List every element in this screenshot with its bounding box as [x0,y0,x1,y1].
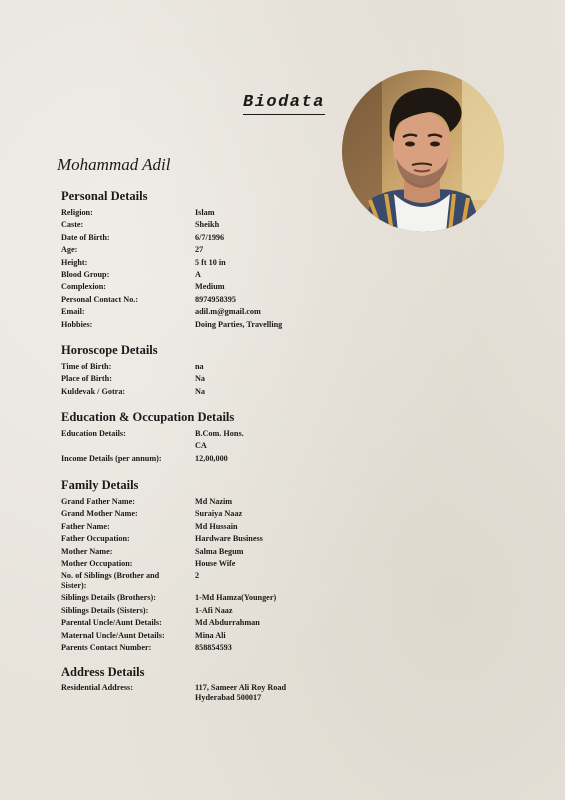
detail-label: Age: [61,245,78,255]
detail-label: Email: [61,307,85,317]
detail-label: Date of Birth: [61,232,110,242]
detail-row [61,617,351,629]
detail-row [61,373,351,385]
detail-value: 5 ft 10 in [195,257,226,267]
detail-label: Siblings Details (Brothers): [61,593,156,603]
education-details-section [61,410,351,465]
detail-value: 858854593 [195,643,232,653]
detail-value [195,683,351,702]
detail-label: Siblings Details (Sisters): [61,605,149,615]
detail-label: Residential Address: [61,683,133,692]
candidate-name: Mohammad Adil [57,155,171,174]
detail-row [61,428,351,440]
detail-row [61,683,351,702]
detail-row [61,546,351,558]
detail-value: House Wife [195,559,236,569]
detail-label: Father Occupation: [61,534,130,544]
detail-label: Mother Occupation: [61,559,133,569]
family-details-section [61,478,351,654]
personal-details-section [61,189,351,331]
detail-row [61,496,351,508]
detail-row [61,642,351,654]
detail-label: Parents Contact Number: [61,643,152,653]
detail-value: Medium [195,282,225,292]
detail-label: Income Details (per annum): [61,453,162,463]
section-heading: Address Details [61,665,145,679]
detail-label: Complexion: [61,282,107,292]
detail-label: Father Name: [61,521,110,531]
detail-label: Personal Contact No.: [61,294,139,304]
detail-row [61,571,351,590]
address-line: 117, Sameer Ali Roy Road [195,683,287,692]
detail-value: adil.m@gmail.com [195,307,261,317]
detail-value: B.Com. Hons. [195,429,244,438]
detail-value: Md Nazim [195,497,233,506]
detail-value: 1-Afi Naaz [195,605,233,615]
detail-row [61,294,351,306]
detail-label [61,440,195,452]
detail-value: 6/7/1996 [195,232,225,242]
detail-value: Md Hussain [195,521,238,531]
detail-label: Parental Uncle/Aunt Details: [61,618,162,628]
detail-row [61,521,351,533]
section-heading: Horoscope Details [61,343,158,357]
detail-value: 2 [195,571,200,581]
horoscope-details-section [61,343,351,398]
detail-row [61,558,351,570]
detail-value: Na [195,386,206,396]
detail-value: Suraiya Naaz [195,509,243,519]
detail-label: Education Details: [61,429,126,438]
address-line: Hyderabad 500017 [195,692,262,702]
section-heading: Education & Occupation Details [61,410,235,424]
detail-row [61,207,351,219]
detail-label: Grand Mother Name: [61,509,138,519]
detail-value: 1-Md Hamza(Younger) [195,593,277,603]
detail-row [61,306,351,318]
detail-row [61,453,351,465]
detail-label: Maternal Uncle/Aunt Details: [61,630,165,640]
detail-row [61,244,351,256]
detail-value: 8974958395 [195,294,236,304]
detail-row [61,508,351,520]
detail-label: Time of Birth: [61,362,112,371]
detail-label: Place of Birth: [61,374,112,384]
detail-value: Hardware Business [195,534,263,544]
detail-row [61,269,351,281]
detail-row [61,630,351,642]
detail-value: Salma Begum [195,546,244,556]
detail-value: na [195,362,204,371]
detail-row [61,533,351,545]
detail-row [61,232,351,244]
detail-row [61,219,351,231]
detail-value: Sheikh [195,220,220,230]
detail-value: A [195,270,201,280]
detail-row [61,440,351,452]
detail-label: Blood Group: [61,270,110,280]
detail-row [61,257,351,269]
address-details-section [61,665,351,702]
detail-label: Grand Father Name: [61,497,135,506]
detail-label: Caste: [61,220,84,230]
document-title: Biodata [243,93,325,115]
detail-value: Doing Parties, Travelling [195,319,283,329]
detail-row [61,281,351,293]
detail-row [61,319,351,331]
detail-value: Islam [195,208,215,217]
detail-value: CA [195,441,207,451]
detail-row [61,605,351,617]
section-heading: Family Details [61,478,139,492]
detail-row [61,592,351,604]
profile-photo [342,70,504,232]
detail-label: Hobbies: [61,319,93,329]
detail-label: No. of Siblings (Brother and Sister): [61,571,160,590]
detail-value: 12,00,000 [195,453,228,463]
detail-label: Mother Name: [61,546,113,556]
detail-value: Mina Ali [195,630,226,640]
section-heading: Personal Details [61,189,148,203]
detail-label: Religion: [61,208,93,217]
detail-value: Md Abdurrahman [195,618,260,628]
detail-value: 27 [195,245,204,255]
detail-row [61,361,351,373]
detail-value: Na [195,374,206,384]
detail-label: Height: [61,257,88,267]
detail-row [61,386,351,398]
detail-label: Kuldevak / Gotra: [61,386,126,396]
